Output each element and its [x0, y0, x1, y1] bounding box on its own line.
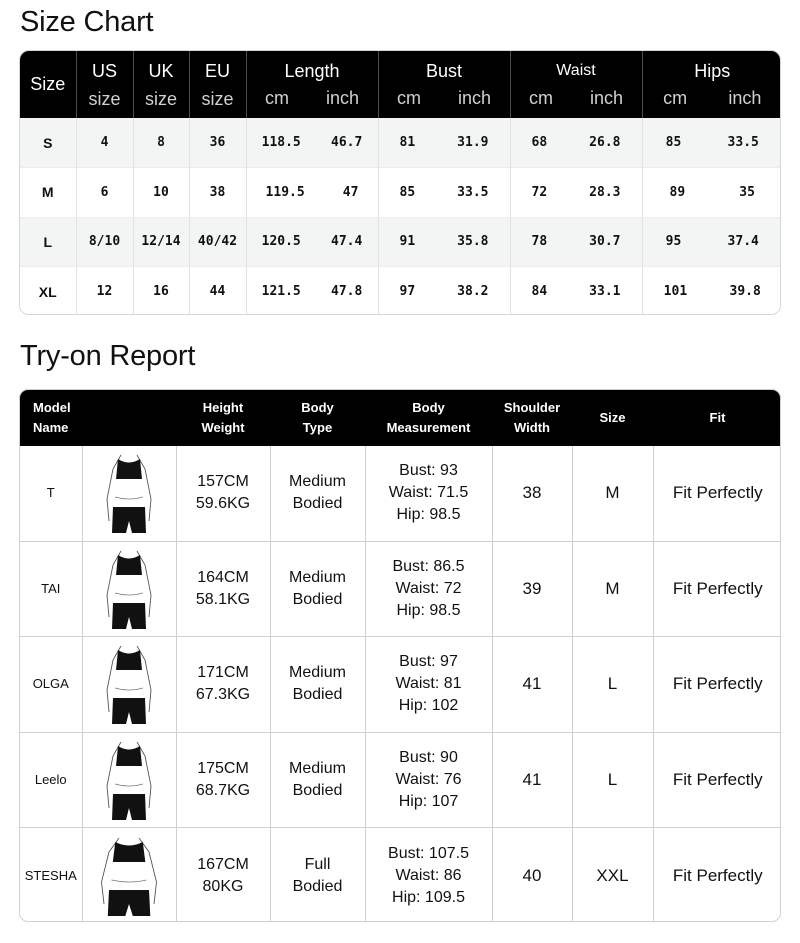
body-measurement-cell: [365, 828, 492, 922]
bust-cell: [378, 168, 510, 218]
model-name: Leelo: [20, 732, 82, 827]
eu-size-cell: 36: [189, 118, 246, 168]
waist-inch: 28.3: [589, 184, 621, 200]
size-cell: S: [20, 118, 76, 168]
height-value: 171CM: [197, 664, 249, 682]
body-type-cell: Full Bodied: [270, 828, 365, 922]
waist-value: Waist: 86: [395, 866, 462, 884]
bust-inch: 31.9: [457, 135, 489, 150]
model-photo-icon: [91, 640, 167, 728]
size-row: [20, 267, 781, 316]
length-cm: 119.5: [265, 184, 305, 200]
fit-cell: Fit Perfectly: [653, 637, 781, 732]
uk-size-cell: 8: [133, 118, 189, 168]
header-height-weight: Height Weight: [176, 390, 270, 446]
eu-size-cell: 38: [189, 168, 246, 218]
hips-cm: 101: [663, 284, 688, 299]
hip-value: Hip: 107: [398, 792, 459, 810]
hips-inch: 37.4: [727, 234, 759, 250]
size-cell: M: [572, 446, 653, 541]
model-name: T: [20, 446, 82, 541]
model-name: STESHA: [20, 828, 82, 922]
size-cell: M: [20, 168, 76, 218]
waist-cm: 78: [531, 234, 548, 250]
us-size-cell: 8/10: [76, 217, 133, 267]
length-cm: 120.5: [261, 234, 301, 250]
bust-value: Bust: 86.5: [392, 558, 465, 576]
hips-inch: 33.5: [727, 135, 759, 150]
model-photo: [82, 732, 176, 827]
hips-cm: 95: [665, 234, 682, 250]
waist-cell: [510, 168, 642, 218]
header-waist: Waist cm inch: [510, 51, 642, 118]
hips-cell: [642, 267, 781, 316]
waist-cm: 68: [531, 135, 548, 150]
weight-value: 58.1KG: [195, 591, 251, 609]
model-photo: [82, 446, 176, 541]
us-size-cell: 12: [76, 267, 133, 316]
model-row: [20, 541, 781, 636]
length-cell: [246, 118, 378, 168]
height-weight-cell: [176, 446, 270, 541]
bust-value: Bust: 107.5: [388, 844, 469, 862]
model-photo: [82, 541, 176, 636]
model-row: [20, 828, 781, 922]
waist-inch: 30.7: [589, 234, 621, 250]
size-cell: L: [20, 217, 76, 267]
model-photo: [82, 637, 176, 732]
height-value: 167CM: [197, 855, 249, 873]
waist-cm: 84: [531, 284, 548, 299]
hips-cm: 89: [669, 184, 686, 200]
body-measurement-cell: [365, 637, 492, 732]
header-uk: UK size: [133, 51, 189, 118]
header-hips: Hips cm inch: [642, 51, 781, 118]
height-value: 175CM: [197, 759, 249, 777]
eu-size-cell: 40/42: [189, 217, 246, 267]
header-eu: EU size: [189, 51, 246, 118]
size-cell: L: [572, 637, 653, 732]
weight-value: 67.3KG: [195, 686, 251, 704]
hip-value: Hip: 109.5: [392, 888, 465, 906]
uk-size-cell: 16: [133, 267, 189, 316]
bust-cell: [378, 267, 510, 316]
hips-cm: 85: [665, 135, 682, 150]
bust-inch: 33.5: [457, 184, 489, 200]
fit-cell: Fit Perfectly: [653, 541, 781, 636]
eu-size-cell: 44: [189, 267, 246, 316]
body-type-cell: Medium Bodied: [270, 541, 365, 636]
length-inch: 47.8: [331, 284, 363, 299]
waist-value: Waist: 72: [395, 580, 462, 598]
length-cm: 121.5: [261, 284, 301, 299]
waist-cell: [510, 118, 642, 168]
length-cell: [246, 168, 378, 218]
bust-cm: 91: [399, 234, 416, 250]
model-photo-icon: [91, 545, 167, 633]
bust-cell: [378, 118, 510, 168]
size-chart-header-row: [20, 51, 781, 118]
waist-value: Waist: 76: [395, 770, 462, 788]
fit-cell: Fit Perfectly: [653, 446, 781, 541]
shoulder-width-cell: 39: [492, 541, 572, 636]
report-header-row: [20, 390, 781, 446]
header-shoulder-width: Shoulder Width: [492, 390, 572, 446]
length-inch: 47.4: [331, 234, 363, 250]
header-body-measurement: Body Measurement: [365, 390, 492, 446]
body-type-cell: Medium Bodied: [270, 732, 365, 827]
height-weight-cell: [176, 732, 270, 827]
size-cell: L: [572, 732, 653, 827]
body-measurement-cell: [365, 732, 492, 827]
header-model-name: Model Name: [20, 390, 176, 446]
height-weight-cell: [176, 828, 270, 922]
waist-cm: 72: [531, 184, 548, 200]
waist-cell: [510, 267, 642, 316]
waist-value: Waist: 81: [395, 675, 462, 693]
size-row: [20, 168, 781, 218]
uk-size-cell: 12/14: [133, 217, 189, 267]
height-weight-cell: [176, 637, 270, 732]
bust-value: Bust: 93: [399, 462, 458, 480]
try-on-report-title: Try-on Report: [20, 340, 196, 372]
model-photo-icon: [91, 832, 167, 920]
model-row: [20, 446, 781, 541]
hip-value: Hip: 98.5: [396, 602, 461, 620]
size-row: [20, 217, 781, 267]
length-inch: 47: [342, 184, 359, 200]
body-measurement-cell: [365, 446, 492, 541]
model-photo-icon: [91, 449, 167, 537]
height-value: 164CM: [197, 569, 249, 587]
bust-inch: 38.2: [457, 284, 489, 299]
height-weight-cell: [176, 541, 270, 636]
bust-inch: 35.8: [457, 234, 489, 250]
header-size: Size: [20, 51, 76, 118]
model-photo-icon: [91, 736, 167, 824]
bust-value: Bust: 90: [399, 748, 458, 766]
model-photo: [82, 828, 176, 922]
body-type-cell: Medium Bodied: [270, 637, 365, 732]
model-row: [20, 637, 781, 732]
hip-value: Hip: 98.5: [396, 506, 461, 524]
shoulder-width-cell: 40: [492, 828, 572, 922]
hips-inch: 35: [739, 184, 755, 200]
weight-value: 68.7KG: [195, 781, 251, 799]
header-us: US size: [76, 51, 133, 118]
length-cell: [246, 267, 378, 316]
hips-cell: [642, 168, 781, 218]
height-value: 157CM: [197, 473, 249, 491]
waist-cell: [510, 217, 642, 267]
size-cell: M: [572, 541, 653, 636]
try-on-report-table: [19, 389, 781, 922]
shoulder-width-cell: 38: [492, 446, 572, 541]
model-name: OLGA: [20, 637, 82, 732]
us-size-cell: 4: [76, 118, 133, 168]
header-body-type: Body Type: [270, 390, 365, 446]
body-measurement-cell: [365, 541, 492, 636]
us-size-cell: 6: [76, 168, 133, 218]
size-cell: XXL: [572, 828, 653, 922]
header-length: Length cm inch: [246, 51, 378, 118]
bust-cm: 97: [399, 284, 416, 299]
size-chart-title: Size Chart: [20, 6, 154, 38]
length-cell: [246, 217, 378, 267]
header-bust: Bust cm inch: [378, 51, 510, 118]
shoulder-width-cell: 41: [492, 732, 572, 827]
length-cm: 118.5: [261, 135, 301, 150]
bust-value: Bust: 97: [399, 653, 458, 671]
uk-size-cell: 10: [133, 168, 189, 218]
shoulder-width-cell: 41: [492, 637, 572, 732]
bust-cm: 85: [399, 184, 416, 200]
hips-cell: [642, 217, 781, 267]
waist-inch: 33.1: [589, 284, 621, 299]
size-row: [20, 118, 781, 168]
waist-inch: 26.8: [589, 135, 621, 150]
bust-cm: 81: [399, 135, 416, 150]
body-type-cell: Medium Bodied: [270, 446, 365, 541]
weight-value: 59.6KG: [195, 495, 251, 513]
bust-cell: [378, 217, 510, 267]
header-fit: Fit: [653, 390, 781, 446]
weight-value: 80KG: [202, 877, 244, 895]
hips-cell: [642, 118, 781, 168]
size-cell: XL: [20, 267, 76, 316]
length-inch: 46.7: [331, 135, 363, 150]
header-size: Size: [572, 390, 653, 446]
hip-value: Hip: 102: [398, 697, 459, 715]
size-chart-table: [19, 50, 781, 315]
hips-inch: 39.8: [729, 284, 761, 299]
fit-cell: Fit Perfectly: [672, 865, 763, 885]
model-name: TAI: [20, 541, 82, 636]
model-row: [20, 732, 781, 827]
fit-cell: Fit Perfectly: [653, 732, 781, 827]
waist-value: Waist: 71.5: [388, 484, 469, 502]
